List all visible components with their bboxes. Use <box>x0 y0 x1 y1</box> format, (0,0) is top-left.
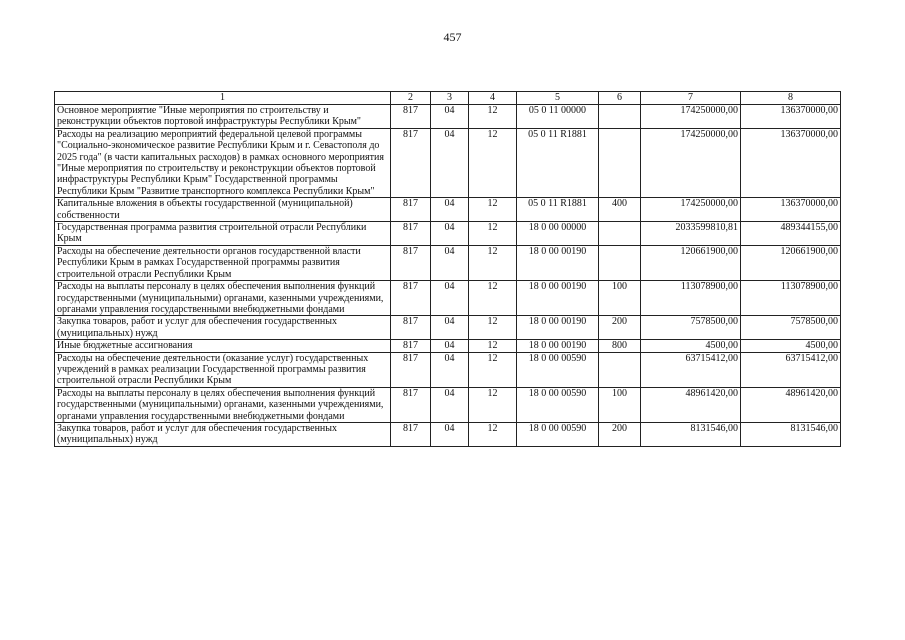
ministry-code: 817 <box>391 352 431 387</box>
target-article-code: 18 0 00 00590 <box>517 422 599 446</box>
section-code: 04 <box>431 316 469 340</box>
subsection-code: 12 <box>469 222 517 246</box>
budget-table <box>54 91 841 447</box>
ministry-code: 817 <box>391 198 431 222</box>
amount-col7: 120661900,00 <box>641 245 741 280</box>
amount-col8: 489344155,00 <box>741 222 841 246</box>
subsection-code: 12 <box>469 340 517 352</box>
header-cell: 8 <box>741 92 841 105</box>
expense-type-code: 100 <box>599 281 641 316</box>
amount-col7: 63715412,00 <box>641 352 741 387</box>
target-article-code: 18 0 00 00190 <box>517 340 599 352</box>
section-code: 04 <box>431 352 469 387</box>
table-row <box>55 422 841 446</box>
amount-col8: 63715412,00 <box>741 352 841 387</box>
table-row <box>55 245 841 280</box>
ministry-code: 817 <box>391 281 431 316</box>
table-row <box>55 387 841 422</box>
amount-col7: 7578500,00 <box>641 316 741 340</box>
amount-col8: 136370000,00 <box>741 128 841 197</box>
ministry-code: 817 <box>391 387 431 422</box>
row-description: Иные бюджетные ассигнования <box>55 340 391 352</box>
table-row <box>55 198 841 222</box>
row-description: Расходы на обеспечение деятельности органов государственной власти Республики Крым в рамках Государственной программы развития строительной отрасли Республики Крым <box>55 245 391 280</box>
section-code: 04 <box>431 198 469 222</box>
subsection-code: 12 <box>469 316 517 340</box>
amount-col7: 174250000,00 <box>641 198 741 222</box>
expense-type-code <box>599 352 641 387</box>
target-article-code: 05 0 11 00000 <box>517 105 599 129</box>
table-row <box>55 281 841 316</box>
row-description: Капитальные вложения в объекты государственной (муниципальной) собственности <box>55 198 391 222</box>
header-cell: 6 <box>599 92 641 105</box>
row-description: Расходы на реализацию мероприятий федеральной целевой программы "Социально-экономическое развитие Республики Крым и г. Севастополя до 2025 года" (в части капитальных расходов) в рамках основного мероприятия "Иные мероприятия по строительству и реконструкции объектов портовой инфраструктуры Республики Крым" Государственной программы Республики Крым "Развитие транспортного комплекса Республики Крым" <box>55 128 391 197</box>
header-cell: 1 <box>55 92 391 105</box>
section-code: 04 <box>431 422 469 446</box>
target-article-code: 18 0 00 00590 <box>517 352 599 387</box>
section-code: 04 <box>431 281 469 316</box>
header-cell: 7 <box>641 92 741 105</box>
subsection-code: 12 <box>469 352 517 387</box>
section-code: 04 <box>431 222 469 246</box>
ministry-code: 817 <box>391 422 431 446</box>
section-code: 04 <box>431 105 469 129</box>
header-cell: 4 <box>469 92 517 105</box>
ministry-code: 817 <box>391 105 431 129</box>
expense-type-code <box>599 105 641 129</box>
expense-type-code: 800 <box>599 340 641 352</box>
table-row <box>55 222 841 246</box>
target-article-code: 18 0 00 00190 <box>517 245 599 280</box>
subsection-code: 12 <box>469 198 517 222</box>
amount-col7: 8131546,00 <box>641 422 741 446</box>
section-code: 04 <box>431 245 469 280</box>
section-code: 04 <box>431 128 469 197</box>
amount-col7: 4500,00 <box>641 340 741 352</box>
expense-type-code <box>599 222 641 246</box>
page-number: 457 <box>443 30 462 44</box>
row-description: Закупка товаров, работ и услуг для обеспечения государственных (муниципальных) нужд <box>55 422 391 446</box>
ministry-code: 817 <box>391 316 431 340</box>
target-article-code: 05 0 11 R1881 <box>517 128 599 197</box>
ministry-code: 817 <box>391 128 431 197</box>
ministry-code: 817 <box>391 245 431 280</box>
expense-type-code: 200 <box>599 422 641 446</box>
section-code: 04 <box>431 340 469 352</box>
row-description: Государственная программа развития строительной отрасли Республики Крым <box>55 222 391 246</box>
expense-type-code: 100 <box>599 387 641 422</box>
row-description: Расходы на выплаты персоналу в целях обеспечения выполнения функций государственными (муниципальными) органами, казенными учреждениями, органами управления государственными внебюджетными фондами <box>55 281 391 316</box>
row-description: Основное мероприятие "Иные мероприятия по строительству и реконструкции объектов портовой инфраструктуры Республики Крым" <box>55 105 391 129</box>
header-row <box>55 92 841 105</box>
target-article-code: 18 0 00 00190 <box>517 281 599 316</box>
amount-col8: 113078900,00 <box>741 281 841 316</box>
table-body <box>55 105 841 447</box>
amount-col7: 113078900,00 <box>641 281 741 316</box>
expense-type-code <box>599 245 641 280</box>
table-row <box>55 352 841 387</box>
header-cell: 3 <box>431 92 469 105</box>
amount-col8: 136370000,00 <box>741 105 841 129</box>
amount-col7: 174250000,00 <box>641 105 741 129</box>
amount-col7: 2033599810,81 <box>641 222 741 246</box>
table-row <box>55 340 841 352</box>
subsection-code: 12 <box>469 105 517 129</box>
row-description: Закупка товаров, работ и услуг для обеспечения государственных (муниципальных) нужд <box>55 316 391 340</box>
ministry-code: 817 <box>391 222 431 246</box>
amount-col7: 174250000,00 <box>641 128 741 197</box>
header-cell: 2 <box>391 92 431 105</box>
ministry-code: 817 <box>391 340 431 352</box>
subsection-code: 12 <box>469 422 517 446</box>
amount-col8: 48961420,00 <box>741 387 841 422</box>
amount-col7: 48961420,00 <box>641 387 741 422</box>
amount-col8: 8131546,00 <box>741 422 841 446</box>
table-row <box>55 105 841 129</box>
amount-col8: 136370000,00 <box>741 198 841 222</box>
amount-col8: 4500,00 <box>741 340 841 352</box>
amount-col8: 120661900,00 <box>741 245 841 280</box>
row-description: Расходы на обеспечение деятельности (оказание услуг) государственных учреждений в рамках реализации Государственной программы развития строительной отрасли Республики Крым <box>55 352 391 387</box>
expense-type-code: 200 <box>599 316 641 340</box>
table-row <box>55 316 841 340</box>
expense-type-code <box>599 128 641 197</box>
amount-col8: 7578500,00 <box>741 316 841 340</box>
target-article-code: 18 0 00 00000 <box>517 222 599 246</box>
row-description: Расходы на выплаты персоналу в целях обеспечения выполнения функций государственными (муниципальными) органами, казенными учреждениями, органами управления государственными внебюджетными фондами <box>55 387 391 422</box>
subsection-code: 12 <box>469 128 517 197</box>
header-cell: 5 <box>517 92 599 105</box>
subsection-code: 12 <box>469 245 517 280</box>
target-article-code: 18 0 00 00190 <box>517 316 599 340</box>
table-row <box>55 128 841 197</box>
subsection-code: 12 <box>469 281 517 316</box>
subsection-code: 12 <box>469 387 517 422</box>
section-code: 04 <box>431 387 469 422</box>
target-article-code: 05 0 11 R1881 <box>517 198 599 222</box>
target-article-code: 18 0 00 00590 <box>517 387 599 422</box>
expense-type-code: 400 <box>599 198 641 222</box>
